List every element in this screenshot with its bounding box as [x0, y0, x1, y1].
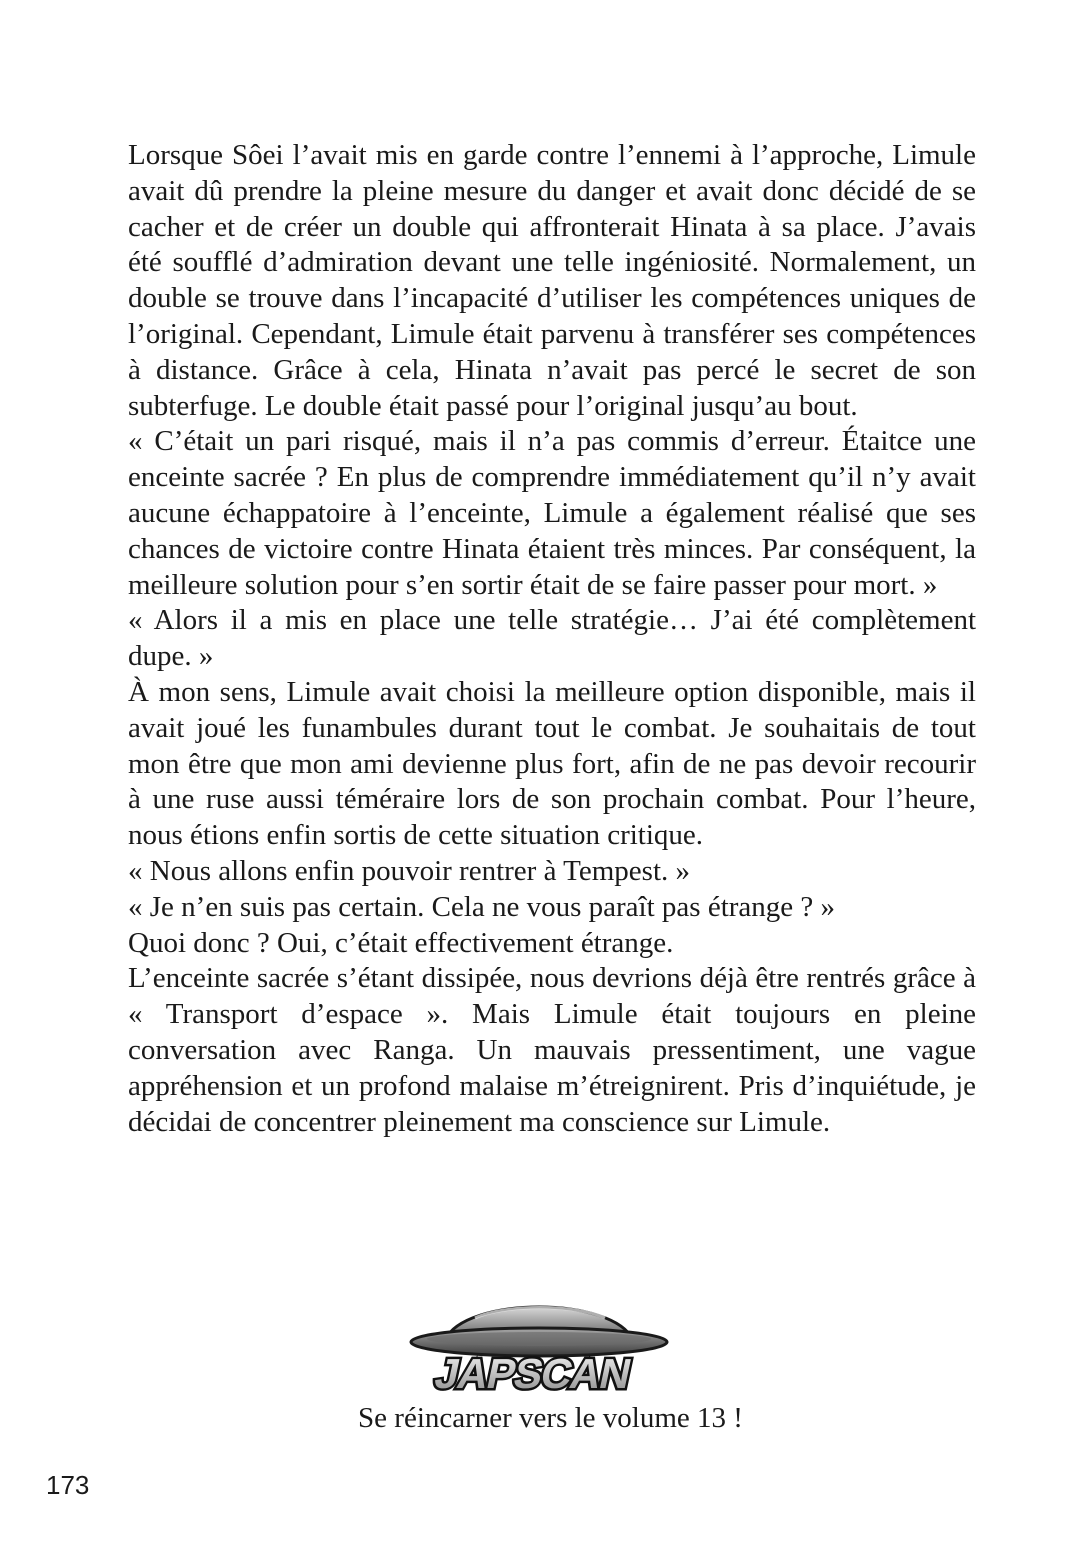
paragraph: À mon sens, Limule avait choisi la meilleure option disponible, mais il avait joué les funambules durant tout le combat. Je souhaitais de tout mon être que mon ami devienne plus fort, afin de ne pas devoir recourir à une ruse aussi téméraire lors de son prochain combat. Pour l’heure, nous étions enfin sortis de cette situation critique.: [128, 675, 976, 852]
paragraph: Quoi donc ? Oui, c’était effectivement étrange.: [128, 926, 674, 959]
page-number: 173: [46, 1470, 90, 1500]
paragraph: « Alors il a mis en place une telle stratégie… J’ai été complètement dupe. »: [128, 604, 976, 673]
body-text: [128, 138, 976, 1140]
paragraph: L’enceinte sacrée s’étant dissipée, nous devrions déjà être rentrés grâce à « Transport d’espace ». Mais Limule était toujours en pleine conversation avec Ranga. Un mauvais pressentiment, une vague appréhension et un profond malaise m’étreignirent. Pris d’inquiétude, je décidai de concentrer pleinement ma conscience sur Limule.: [128, 962, 976, 1138]
paragraph: « Nous allons enfin pouvoir rentrer à Tempest. »: [128, 854, 691, 887]
paragraph: « C’était un pari risqué, mais il n’a pas commis d’erreur. Étaitce une enceinte sacrée ? En plus de comprendre immédiatement qu’il n’y avait aucune échappatoire à l’enceinte, Limule a également réalisé que ses chances de victoire contre Hinata étaient très minces. Par conséquent, la meilleure solution pour s’en sortir était de se faire passer pour mort. »: [128, 425, 976, 601]
paragraph: « Je n’en suis pas certain. Cela ne vous paraît pas étrange ? »: [128, 890, 836, 923]
paragraph: Lorsque Sôei l’avait mis en garde contre l’ennemi à l’approche, Limule avait dû prendre la pleine mesure du danger et avait donc décidé de se cacher et de créer un double qui affronterait Hinata à sa place. J’avais été soufflé d’admiration devant une telle ingéniosité. Normalement, un double se trouve dans l’incapacité d’utiliser les compétences uniques de l’original. Cependant, Limule était parvenu à transférer ses compétences à distance. Grâce à cela, Hinata n’avait pas percé le secret de son subterfuge. Le double était passé pour l’original jusqu’au bout.: [128, 139, 976, 422]
closing-text: Se réincarner vers le volume 13 !: [358, 1402, 743, 1434]
japscan-logo: [405, 1288, 673, 1400]
logo-text: JAPSCAN: [431, 1350, 635, 1397]
closing-line: [0, 1400, 1085, 1436]
japscan-hat-icon: [405, 1288, 673, 1400]
